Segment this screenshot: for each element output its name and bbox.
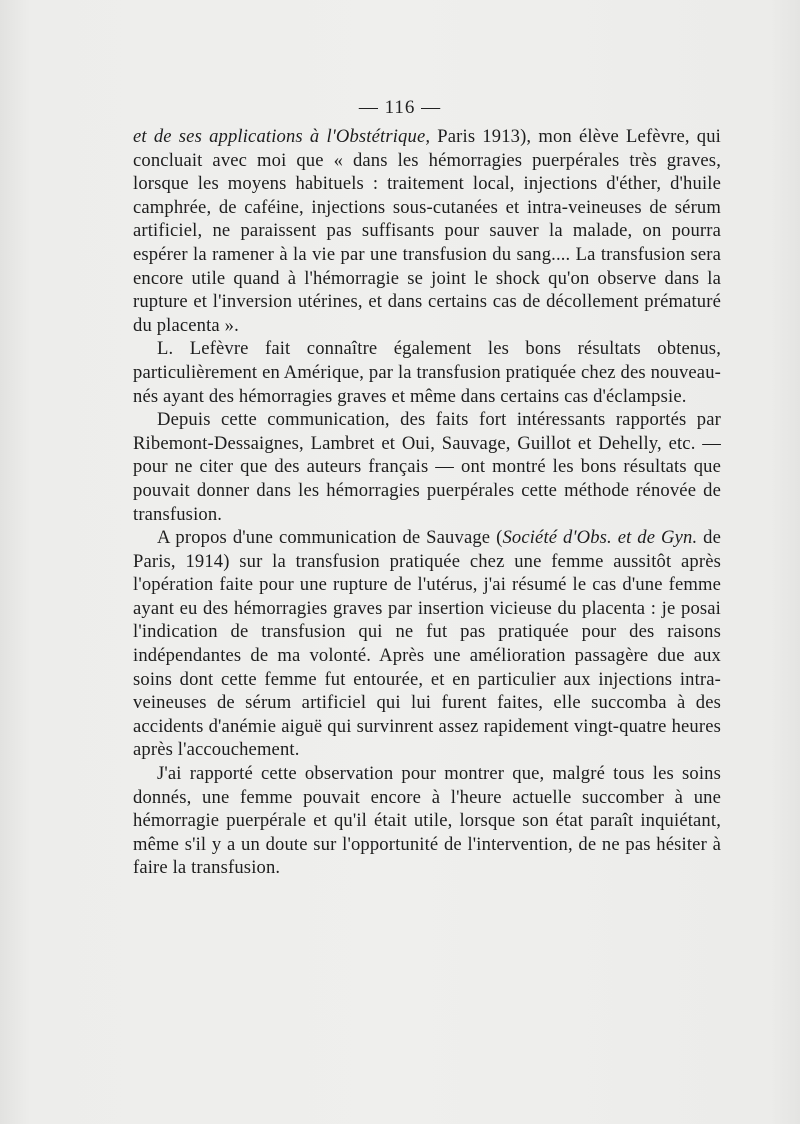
paragraph-5: J'ai rapporté cette observation pour montrer que, malgré tous les soins donnés, une femme pouvait encore à l'heure actuelle succomber à une hémorragie puerpérale et qu'il était utile, lorsque son état paraît inquiétant, même s'il y a un doute sur l'opportunité de l'intervention, de ne pas hésiter à faire la transfusion. — [133, 763, 721, 879]
paragraph-4-text-before: A propos d'une communication de Sauvage ( — [157, 527, 503, 549]
paragraph-1-italic-lead: et de ses applications à l'Obstétrique, — [133, 126, 431, 147]
paragraph-4 — [133, 526, 721, 762]
page-number: — 116 — — [358, 97, 442, 118]
paragraph-4-text-after: de Paris, 1914) sur la transfusion pratiquée chez une femme aussitôt après l'opération faite pour une rupture de l'utérus, j'ai résumé le cas d'une femme ayant eu des hémorragies graves par insertion vicieuse du placenta : je posai l'indication de transfusion qui ne fut pas pratiquée pour des raisons indépendantes de ma volonté. Après une amélioration passagère due aux soins dont cette femme fut entourée, et en particulier aux injections intra-veineuses de sérum artificiel qui lui furent faites, elle succomba à des accidents d'anémie aiguë qui survinrent assez rapidement vingt-quatre heures après l'accouchement. — [133, 527, 721, 761]
paragraph-1 — [133, 125, 721, 337]
paragraph-3: Depuis cette communication, des faits fort intéressants rapportés par Ribemont-Dessaignes, Lambret et Oui, Sauvage, Guillot et Dehelly, etc. — pour ne citer que des auteurs français — ont montré les bons résultats que pouvait donner dans les hémorragies puerpérales cette méthode rénovée de transfusion. — [133, 409, 721, 525]
paragraph-2: L. Lefèvre fait connaître également les bons résultats obtenus, particulièrement en Amérique, par la transfusion pratiquée chez des nouveau-nés ayant des hémorragies graves et même dans certains cas d'éclampsie. — [133, 338, 721, 407]
paragraph-1-text: Paris 1913), mon élève Lefèvre, qui concluait avec moi que « dans les hémorragies puerpérales très graves, lorsque les moyens habituels : traitement local, injections d'éther, d'huile camphrée, de caféine, injections sous-cutanées et intra-veineuses de sérum artificiel, ne paraissent pas suffisants pour sauver la malade, on pourra espérer la ramener à la vie par une transfusion du sang.... La transfusion sera encore utile quand à l'hémorragie se joint le shock qu'on observe dans la rupture et l'inversion utérines, et dans certains cas de décollement prématuré du placenta ». — [133, 126, 721, 336]
paragraph-4-italic-citation: Société d'Obs. et de Gyn. — [502, 527, 698, 549]
body-text — [133, 125, 721, 880]
